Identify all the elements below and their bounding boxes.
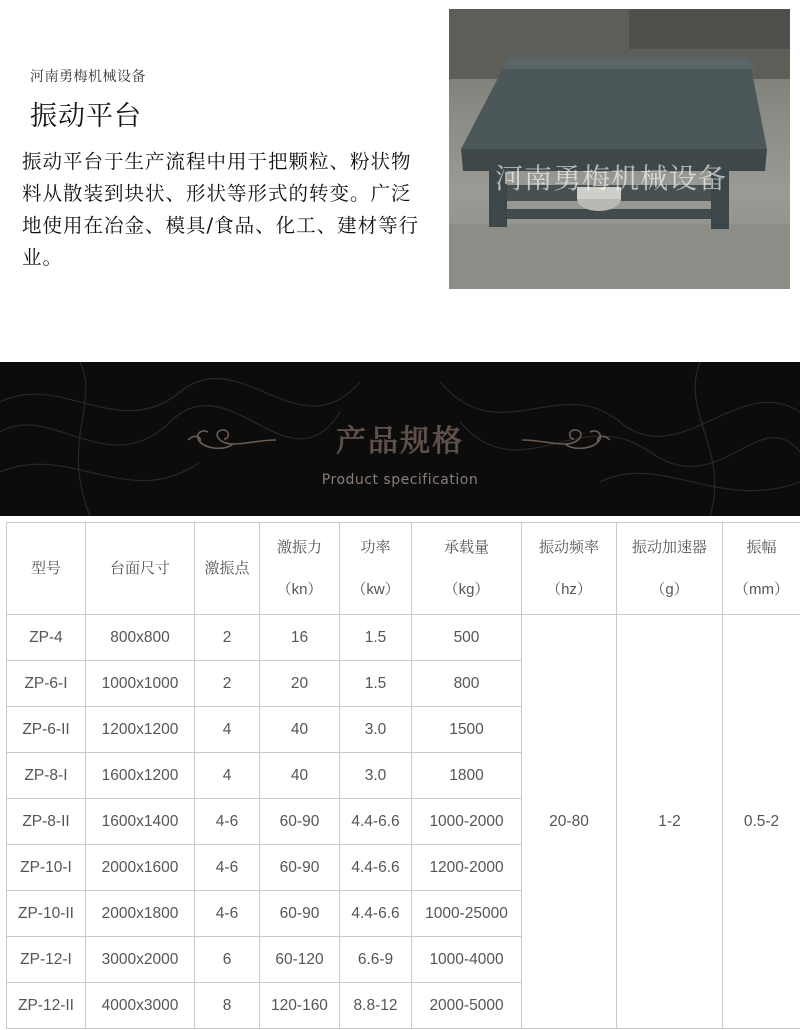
cell-power: 8.8-12 [340, 983, 412, 1029]
cell-load-capacity: 1800 [412, 753, 522, 799]
company-name: 河南勇梅机械设备 [30, 69, 146, 85]
spec-table-container [6, 522, 800, 1030]
cell-acceleration-shared: 1-2 [617, 615, 723, 1029]
header-excitation-points: 激振点 [195, 523, 260, 615]
cell-load-capacity: 1500 [412, 707, 522, 753]
cell-excitation-points: 2 [195, 615, 260, 661]
product-title: 振动平台 [30, 101, 142, 132]
cell-power: 3.0 [340, 707, 412, 753]
cell-model: ZP-12-II [7, 983, 86, 1029]
cell-table-size: 4000x3000 [86, 983, 195, 1029]
cell-excitation-points: 4-6 [195, 845, 260, 891]
cell-model: ZP-4 [7, 615, 86, 661]
cell-excitation-points: 4 [195, 707, 260, 753]
header-row [7, 523, 800, 615]
cell-load-capacity: 2000-5000 [412, 983, 522, 1029]
cell-exciting-force: 60-120 [260, 937, 340, 983]
cell-power: 4.4-6.6 [340, 845, 412, 891]
cell-load-capacity: 1000-25000 [412, 891, 522, 937]
cell-model: ZP-10-I [7, 845, 86, 891]
header-model: 型号 [7, 523, 86, 615]
header-load-capacity: 承载量 （kg） [412, 523, 522, 615]
cell-exciting-force: 16 [260, 615, 340, 661]
cell-power: 1.5 [340, 661, 412, 707]
cell-table-size: 3000x2000 [86, 937, 195, 983]
product-photo [449, 9, 790, 289]
cell-model: ZP-6-I [7, 661, 86, 707]
cell-load-capacity: 1000-2000 [412, 799, 522, 845]
header-amplitude: 振幅 （mm） [723, 523, 800, 615]
cell-model: ZP-12-I [7, 937, 86, 983]
ornament-right-icon [520, 424, 620, 454]
cell-load-capacity: 800 [412, 661, 522, 707]
cell-table-size: 2000x1800 [86, 891, 195, 937]
cell-power: 4.4-6.6 [340, 799, 412, 845]
table-row [7, 615, 800, 661]
cell-excitation-points: 2 [195, 661, 260, 707]
cell-exciting-force: 60-90 [260, 799, 340, 845]
cell-load-capacity: 500 [412, 615, 522, 661]
cell-table-size: 1600x1200 [86, 753, 195, 799]
photo-watermark: 河南勇梅机械设备 [495, 162, 728, 195]
product-description: 振动平台于生产流程中用于把颗粒、粉状物料从散装到块状、形状等形式的转变。广泛地使用在冶金、模具/食品、化工、建材等行业。 [22, 150, 420, 269]
cell-excitation-points: 4-6 [195, 891, 260, 937]
cell-excitation-points: 4-6 [195, 799, 260, 845]
header-acceleration: 振动加速器 （g） [617, 523, 723, 615]
cell-load-capacity: 1000-4000 [412, 937, 522, 983]
cell-load-capacity: 1200-2000 [412, 845, 522, 891]
cell-frequency-shared: 20-80 [522, 615, 617, 1029]
cell-exciting-force: 40 [260, 753, 340, 799]
spec-table [6, 522, 800, 1029]
header-frequency: 振动频率 （hz） [522, 523, 617, 615]
spec-subtitle: Product specification [321, 472, 479, 488]
cell-exciting-force: 20 [260, 661, 340, 707]
cell-amplitude-shared: 0.5-2 [723, 615, 800, 1029]
cell-power: 3.0 [340, 753, 412, 799]
cell-power: 6.6-9 [340, 937, 412, 983]
cell-excitation-points: 6 [195, 937, 260, 983]
cell-exciting-force: 120-160 [260, 983, 340, 1029]
cell-table-size: 1200x1200 [86, 707, 195, 753]
cell-table-size: 2000x1600 [86, 845, 195, 891]
cell-exciting-force: 60-90 [260, 891, 340, 937]
cell-model: ZP-10-II [7, 891, 86, 937]
spec-banner [0, 362, 800, 516]
cell-exciting-force: 60-90 [260, 845, 340, 891]
cell-model: ZP-6-II [7, 707, 86, 753]
cell-table-size: 1600x1400 [86, 799, 195, 845]
cell-excitation-points: 8 [195, 983, 260, 1029]
spec-title: 产品规格 [336, 424, 464, 459]
cell-model: ZP-8-II [7, 799, 86, 845]
header-exciting-force: 激振力 （kn） [260, 523, 340, 615]
cell-power: 4.4-6.6 [340, 891, 412, 937]
cell-table-size: 1000x1000 [86, 661, 195, 707]
intro-section [0, 0, 800, 360]
vibration-table-illustration [449, 9, 790, 289]
cell-model: ZP-8-I [7, 753, 86, 799]
header-table-size: 台面尺寸 [86, 523, 195, 615]
cell-power: 1.5 [340, 615, 412, 661]
header-power: 功率 （kw） [340, 523, 412, 615]
cell-excitation-points: 4 [195, 753, 260, 799]
cell-table-size: 800x800 [86, 615, 195, 661]
cell-exciting-force: 40 [260, 707, 340, 753]
